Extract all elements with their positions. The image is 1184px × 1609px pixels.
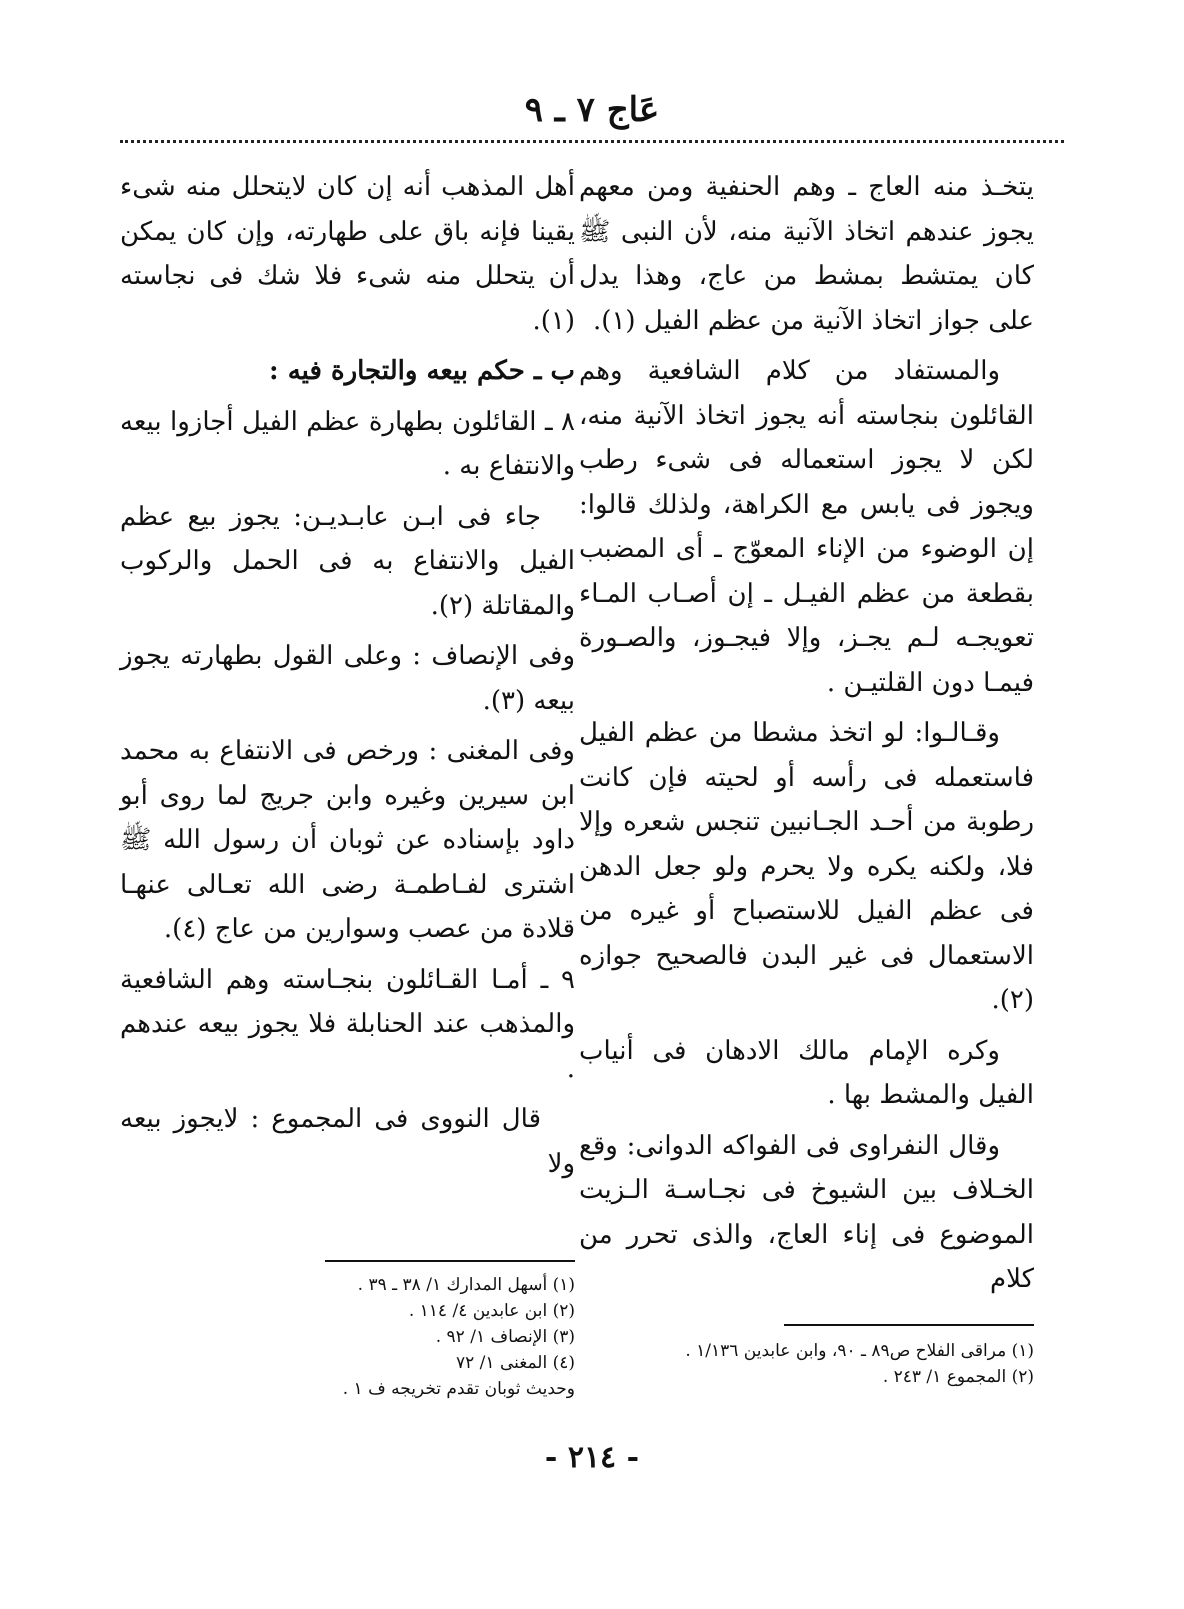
footnote-rule: [784, 1324, 1034, 1326]
paragraph: جاء فى ابـن عابـديـن: يجوز بيع عظم الفيل والانتفاع به فى الحمل والركوب والمقاتلة (٢).: [120, 501, 575, 621]
left-column: [120, 165, 575, 1186]
header-dotted-rule: [120, 140, 1064, 143]
right-footnotes: [579, 1306, 1034, 1390]
paragraph: وقـالـوا: لو اتخذ مشطا من عظم الفيل فاستعمله فى رأسه أو لحيته فإن كانت رطوبة من أحـد الجـانبين تنجس شعره وإلا فلا، ولكنه يكره ولا يحرم ولو جعل الدهن فى عظم الفيل للاستصباح أو غيره من الاستعمال فى غير البدن فالصحيح جوازه (٢).: [579, 718, 1034, 1015]
footnote-rule: [325, 1260, 575, 1262]
right-column: [579, 165, 1034, 1302]
running-header-title: عَاج ٧ ـ ٩: [524, 90, 660, 130]
left-footnotes: [120, 1242, 575, 1402]
section-heading: ب ـ حكم بيعه والتجارة فيه :: [269, 356, 575, 386]
paragraph: يتخـذ منه العاج ـ وهم الحنفية ومن معهم يجوز عندهم اتخاذ الآنية منه، لأن النبى ﷺ كان يمتشط بمشط من عاج، وهذا يدل على جواز اتخاذ الآنية من عظم الفيل (١).: [579, 172, 1034, 336]
paragraph: وفى المغنى : ورخص فى الانتفاع به محمد ابن سيرين وغيره وابن جريج لما روى أبو داود بإسناده عن ثوبان أن رسول الله ﷺ اشترى لفـاطمـة رضى الله تعـالى عنهـا قلادة من عصب وسوارين من عاج (٤).: [120, 736, 575, 944]
paragraph: أهل المذهب أنه إن كان لايتحلل منه شىء يقينا فإنه باق على طهارته، وإن كان يمكن أن يتحلل منه شىء فلا شك فى نجاسته (١).: [120, 172, 575, 336]
footnote: (٢) ابن عابدين ٤/ ١١٤ .: [408, 1301, 575, 1321]
page-number: - ٢١٤ -: [544, 1440, 640, 1475]
footnote: (٣) الإنصاف ١/ ٩٢ .: [435, 1327, 575, 1347]
footnote: (٤) المغنى ١/ ٧٢: [456, 1353, 575, 1373]
footnote: (١) مراقى الفلاح ص٨٩ ـ ٩٠، وابن عابدين ١/١٣٦ .: [685, 1341, 1034, 1361]
paragraph: ٩ ـ أمـا القـائلون بنجـاسته وهم الشافعية والمذهب عند الحنابلة فلا يجوز بيعه عندهم .: [120, 964, 575, 1084]
paragraph: ٨ ـ القائلون بطهارة عظم الفيل أجازوا بيعه والانتفاع به .: [120, 406, 575, 481]
paragraph: قال النووى فى المجموع : لايجوز بيعه ولا: [120, 1104, 575, 1179]
footnote: (١) أسهل المدارك ١/ ٣٨ ـ ٣٩ .: [357, 1275, 575, 1295]
footnote: وحديث ثوبان تقدم تخريجه ف ١ .: [342, 1379, 575, 1399]
paragraph: وفى الإنصاف : وعلى القول بطهارته يجوز بيعه (٣).: [120, 641, 575, 716]
footnote: (٢) المجموع ١/ ٢٤٣ .: [882, 1367, 1034, 1387]
paragraph: وقال النفراوى فى الفواكه الدوانى: وقع الخـلاف بين الشيوخ فى نجـاسـة الـزيت الموضوع فى إناء العاج، والذى تحرر من كلام: [579, 1130, 1034, 1294]
paragraph: والمستفاد من كلام الشافعية وهم القائلون بنجاسته أنه يجوز اتخاذ الآنية منه، لكن لا يجوز استعماله فى شىء رطب ويجوز فى يابس مع الكراهة، ولذلك قالوا: إن الوضوء من الإناء المعوّج ـ أى المضبب بقطعة من عظم الفيـل ـ إن أصـاب المـاء تعويجـه لـم يجـز، وإلا فيجـوز، والصـورة فيمـا دون القلتيـن .: [579, 356, 1034, 698]
paragraph: وكره الإمام مالك الادهان فى أنياب الفيل والمشط بها .: [579, 1035, 1034, 1110]
